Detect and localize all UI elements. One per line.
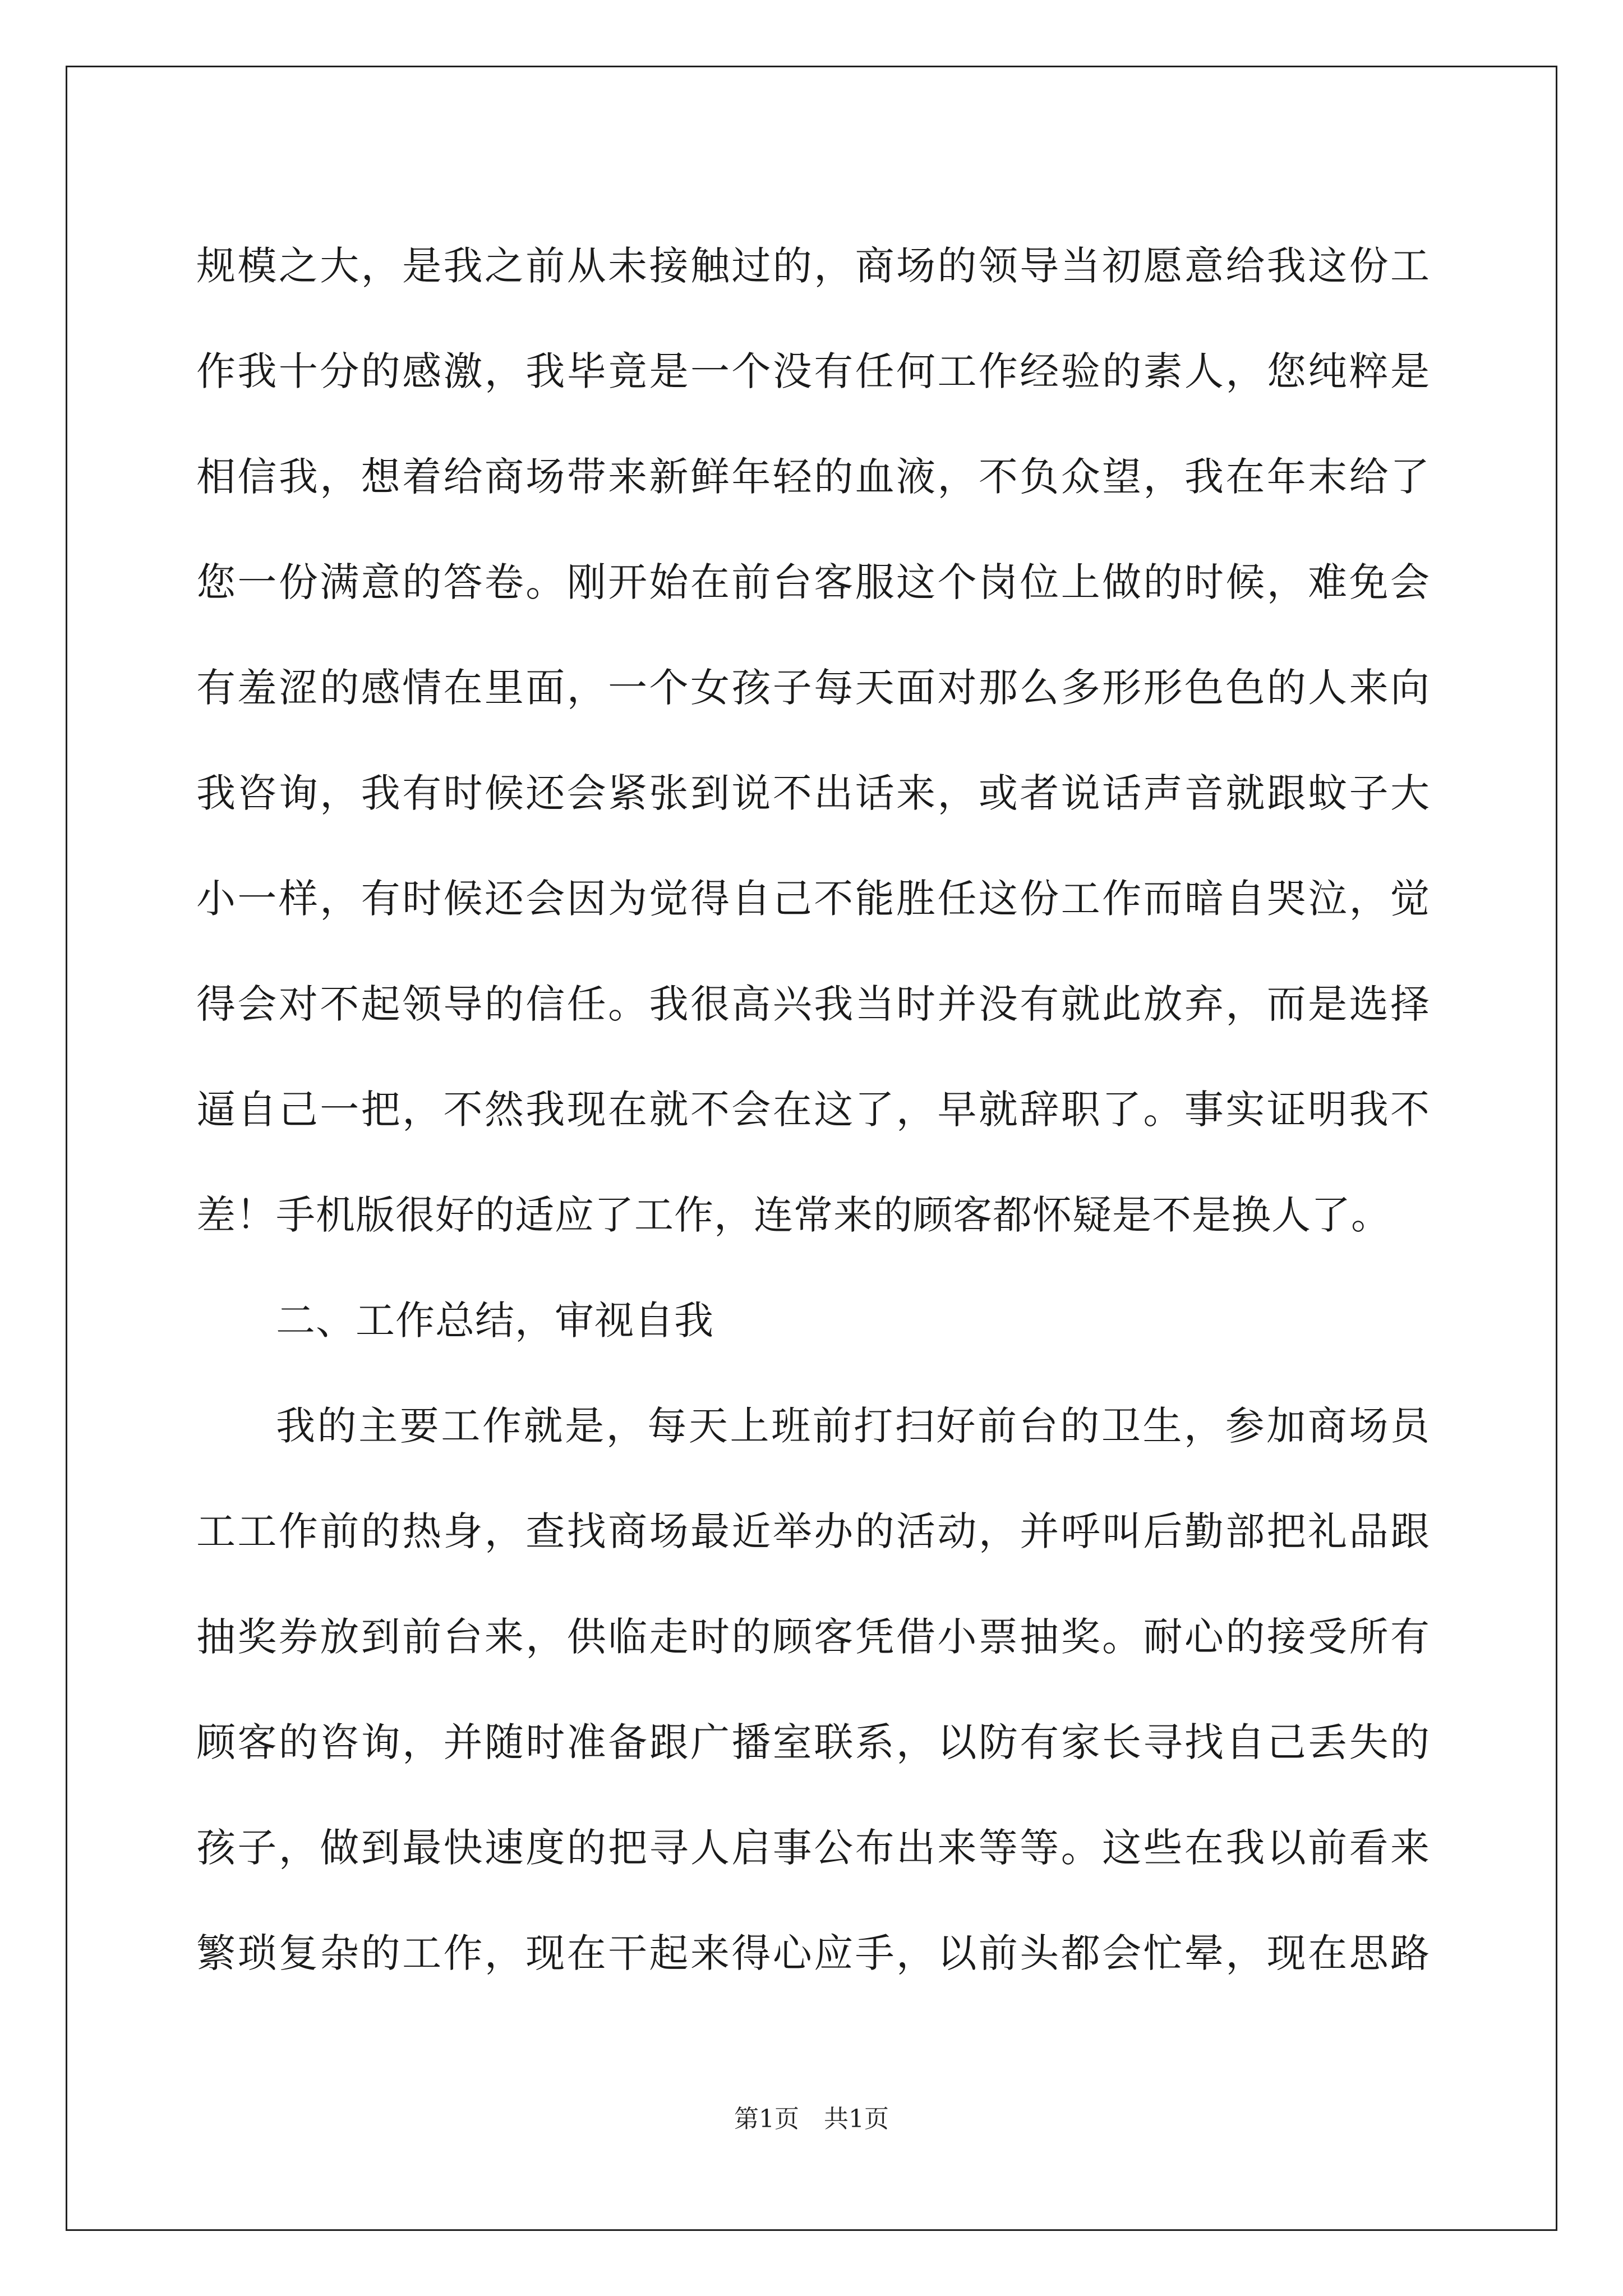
text-line: 我咨询，我有时候还会紧张到说不出话来，或者说话声音就跟蚊子大: [196, 770, 1430, 816]
text-line: 得会对不起领导的信任。我很高兴我当时并没有就此放弃，而是选择: [196, 981, 1430, 1027]
text-line: 抽奖券放到前台来，供临走时的顾客凭借小票抽奖。耐心的接受所有: [196, 1614, 1430, 1660]
text-line: 规模之大，是我之前从未接触过的，商场的领导当初愿意给我这份工: [196, 243, 1430, 289]
text-line: 相信我，想着给商场带来新鲜年轻的血液，不负众望，我在年末给了: [196, 454, 1430, 500]
text-line: 差！手机版很好的适应了工作，连常来的顾客都怀疑是不是换人了。: [196, 1192, 1391, 1238]
document-body: [196, 213, 1430, 2006]
text-line: 小一样，有时候还会因为觉得自己不能胜任这份工作而暗自哭泣，觉: [196, 876, 1430, 922]
section-heading: 二、工作总结，审视自我: [276, 1297, 714, 1343]
text-line: 作我十分的感激，我毕竟是一个没有任何工作经验的素人，您纯粹是: [196, 348, 1430, 394]
text-line: 逼自己一把，不然我现在就不会在这了，早就辞职了。事实证明我不: [196, 1087, 1430, 1133]
text-line: 您一份满意的答卷。刚开始在前台客服这个岗位上做的时候，难免会: [196, 559, 1430, 605]
text-line: 繁琐复杂的工作，现在干起来得心应手，以前头都会忙晕，现在思路: [196, 1930, 1430, 1976]
text-line: 孩子，做到最快速度的把寻人启事公布出来等等。这些在我以前看来: [196, 1825, 1430, 1871]
text-line: 顾客的咨询，并随时准备跟广播室联系，以防有家长寻找自己丢失的: [196, 1719, 1430, 1765]
text-line: 有羞涩的感情在里面，一个女孩子每天面对那么多形形色色的人来向: [196, 665, 1430, 711]
paragraph-first-line: 我的主要工作就是，每天上班前打扫好前台的卫生，参加商场员: [276, 1403, 1430, 1449]
text-line: 工工作前的热身，查找商场最近举办的活动，并呼叫后勤部把礼品跟: [196, 1508, 1430, 1554]
page-footer: 第1页 共1页: [734, 2105, 889, 2133]
